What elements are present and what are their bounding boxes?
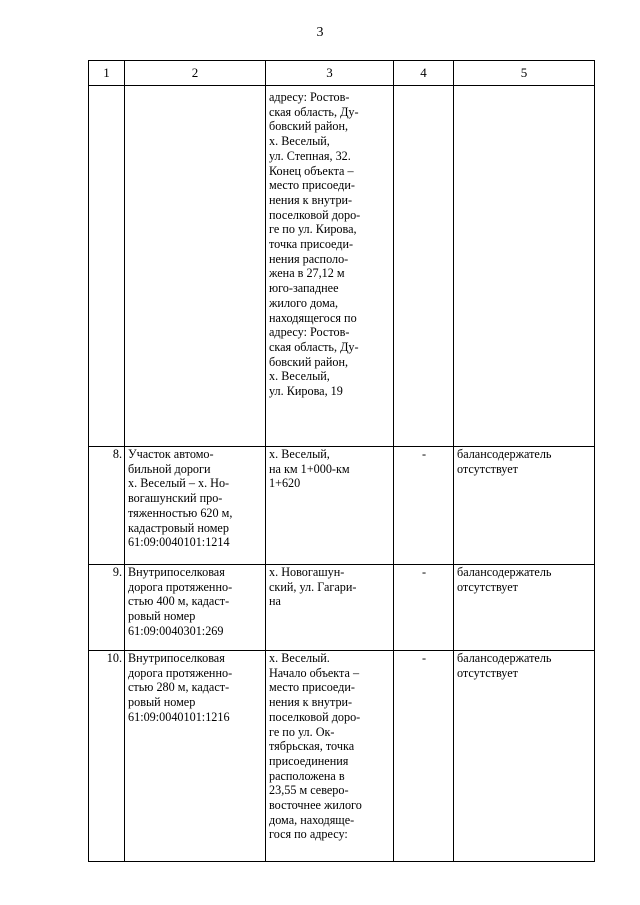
continuation-holder-cell [454,86,595,447]
text-line: поселковой доро- [269,207,361,222]
text-line: поселковой доро- [269,709,361,724]
table-header-row [89,61,595,86]
text-line: отсутствует [457,579,518,594]
holder-cell [454,565,595,651]
text-line: находящегося по [269,310,357,325]
text-line: дома, находяще- [269,812,355,827]
text-line: ул. Кирова, 19 [269,384,343,399]
text-line: х. Веселый, [269,134,330,149]
object-name-cell [125,565,266,651]
row-number: 9. [89,565,125,651]
text-line: нения к внутри- [269,192,353,207]
objects-table [88,60,595,862]
text-line: ге по ул. Кирова, [269,222,357,237]
text-line: восточнее жилого [269,798,362,813]
text-line: х. Веселый – х. Но- [128,476,230,491]
text-line: бильной дороги [128,461,211,476]
continuation-location-cell [266,86,394,447]
text-line: ская область, Ду- [269,339,359,354]
object-name-cell [125,651,266,862]
text-line: балансодержатель [457,447,552,461]
text-line: х. Веселый, [269,447,330,461]
table-row [89,565,595,651]
text-line: ул. Степная, 32. [269,148,351,163]
text-line: стью 280 м, кадаст- [128,680,230,695]
col4-cell: - [394,447,454,565]
text-line: ге по ул. Ок- [269,724,335,739]
row-number: 8. [89,447,125,565]
holder-cell [454,447,595,565]
text-line: 1+620 [269,476,301,491]
text-line: ровый номер [128,609,196,624]
text-line: 61:09:0040101:1214 [128,535,230,550]
text-line: х. Веселый. [269,651,330,665]
text-line: Участок автомо- [128,447,214,461]
text-line: вогашунский про- [128,491,223,506]
column-header-4: 4 [394,61,454,86]
text-line: отсутствует [457,665,518,680]
object-location-cell [266,651,394,862]
text-line: 23,55 м северо- [269,783,349,798]
col4-cell: - [394,565,454,651]
object-location-cell [266,447,394,565]
text-line: Внутрипоселковая [128,565,225,579]
text-line: адресу: Ростов- [269,325,350,340]
column-header-2: 2 [125,61,266,86]
continuation-name-cell [125,86,266,447]
text-line: отсутствует [457,461,518,476]
text-line: Начало объекта – [269,665,360,680]
text-line: гося по адресу: [269,827,348,842]
object-location-cell [266,565,394,651]
text-line: расположена в [269,768,345,783]
text-line: адресу: Ростов- [269,90,350,104]
col4-cell: - [394,651,454,862]
text-line: ский, ул. Гагари- [269,579,357,594]
page-number: 3 [316,25,324,40]
text-line: жена в 27,12 м [269,266,345,281]
continuation-num-cell [89,86,125,447]
text-line: Внутрипоселковая [128,651,225,665]
text-line: бовский район, [269,354,349,369]
table-row [89,447,595,565]
text-line: 61:09:0040301:269 [128,623,224,638]
text-line: нения к внутри- [269,695,353,710]
column-header-3: 3 [266,61,394,86]
text-line: ровый номер [128,695,196,710]
text-line: тябрьская, точка [269,739,355,754]
text-line: место присоеди- [269,680,355,695]
text-line: на км 1+000-км [269,461,350,476]
text-line: нения располо- [269,251,349,266]
row-number: 10. [89,651,125,862]
text-line: х. Новогашун- [269,565,345,579]
continuation-col4-cell [394,86,454,447]
text-line: 61:09:0040101:1216 [128,709,230,724]
text-line: стью 400 м, кадаст- [128,594,230,609]
text-line: присоединения [269,753,349,768]
text-line: дорога протяженно- [128,579,233,594]
text-line: жилого дома, [269,295,339,310]
column-header-5: 5 [454,61,595,86]
text-line: юго-западнее [269,281,339,296]
text-line: место присоеди- [269,178,355,193]
column-header-1: 1 [89,61,125,86]
text-line: кадастровый номер [128,520,229,535]
object-name-cell [125,447,266,565]
table-row-continuation [89,86,595,447]
text-line: х. Веселый, [269,369,330,384]
text-line: балансодержатель [457,565,552,579]
text-line: точка присоеди- [269,237,354,252]
text-line: на [269,594,281,609]
text-line: дорога протяженно- [128,665,233,680]
text-line: Конец объекта – [269,163,354,178]
text-line: балансодержатель [457,651,552,665]
text-line: ская область, Ду- [269,104,359,119]
text-line: тяженностью 620 м, [128,505,233,520]
text-line: бовский район, [269,119,349,134]
holder-cell [454,651,595,862]
table-row [89,651,595,862]
